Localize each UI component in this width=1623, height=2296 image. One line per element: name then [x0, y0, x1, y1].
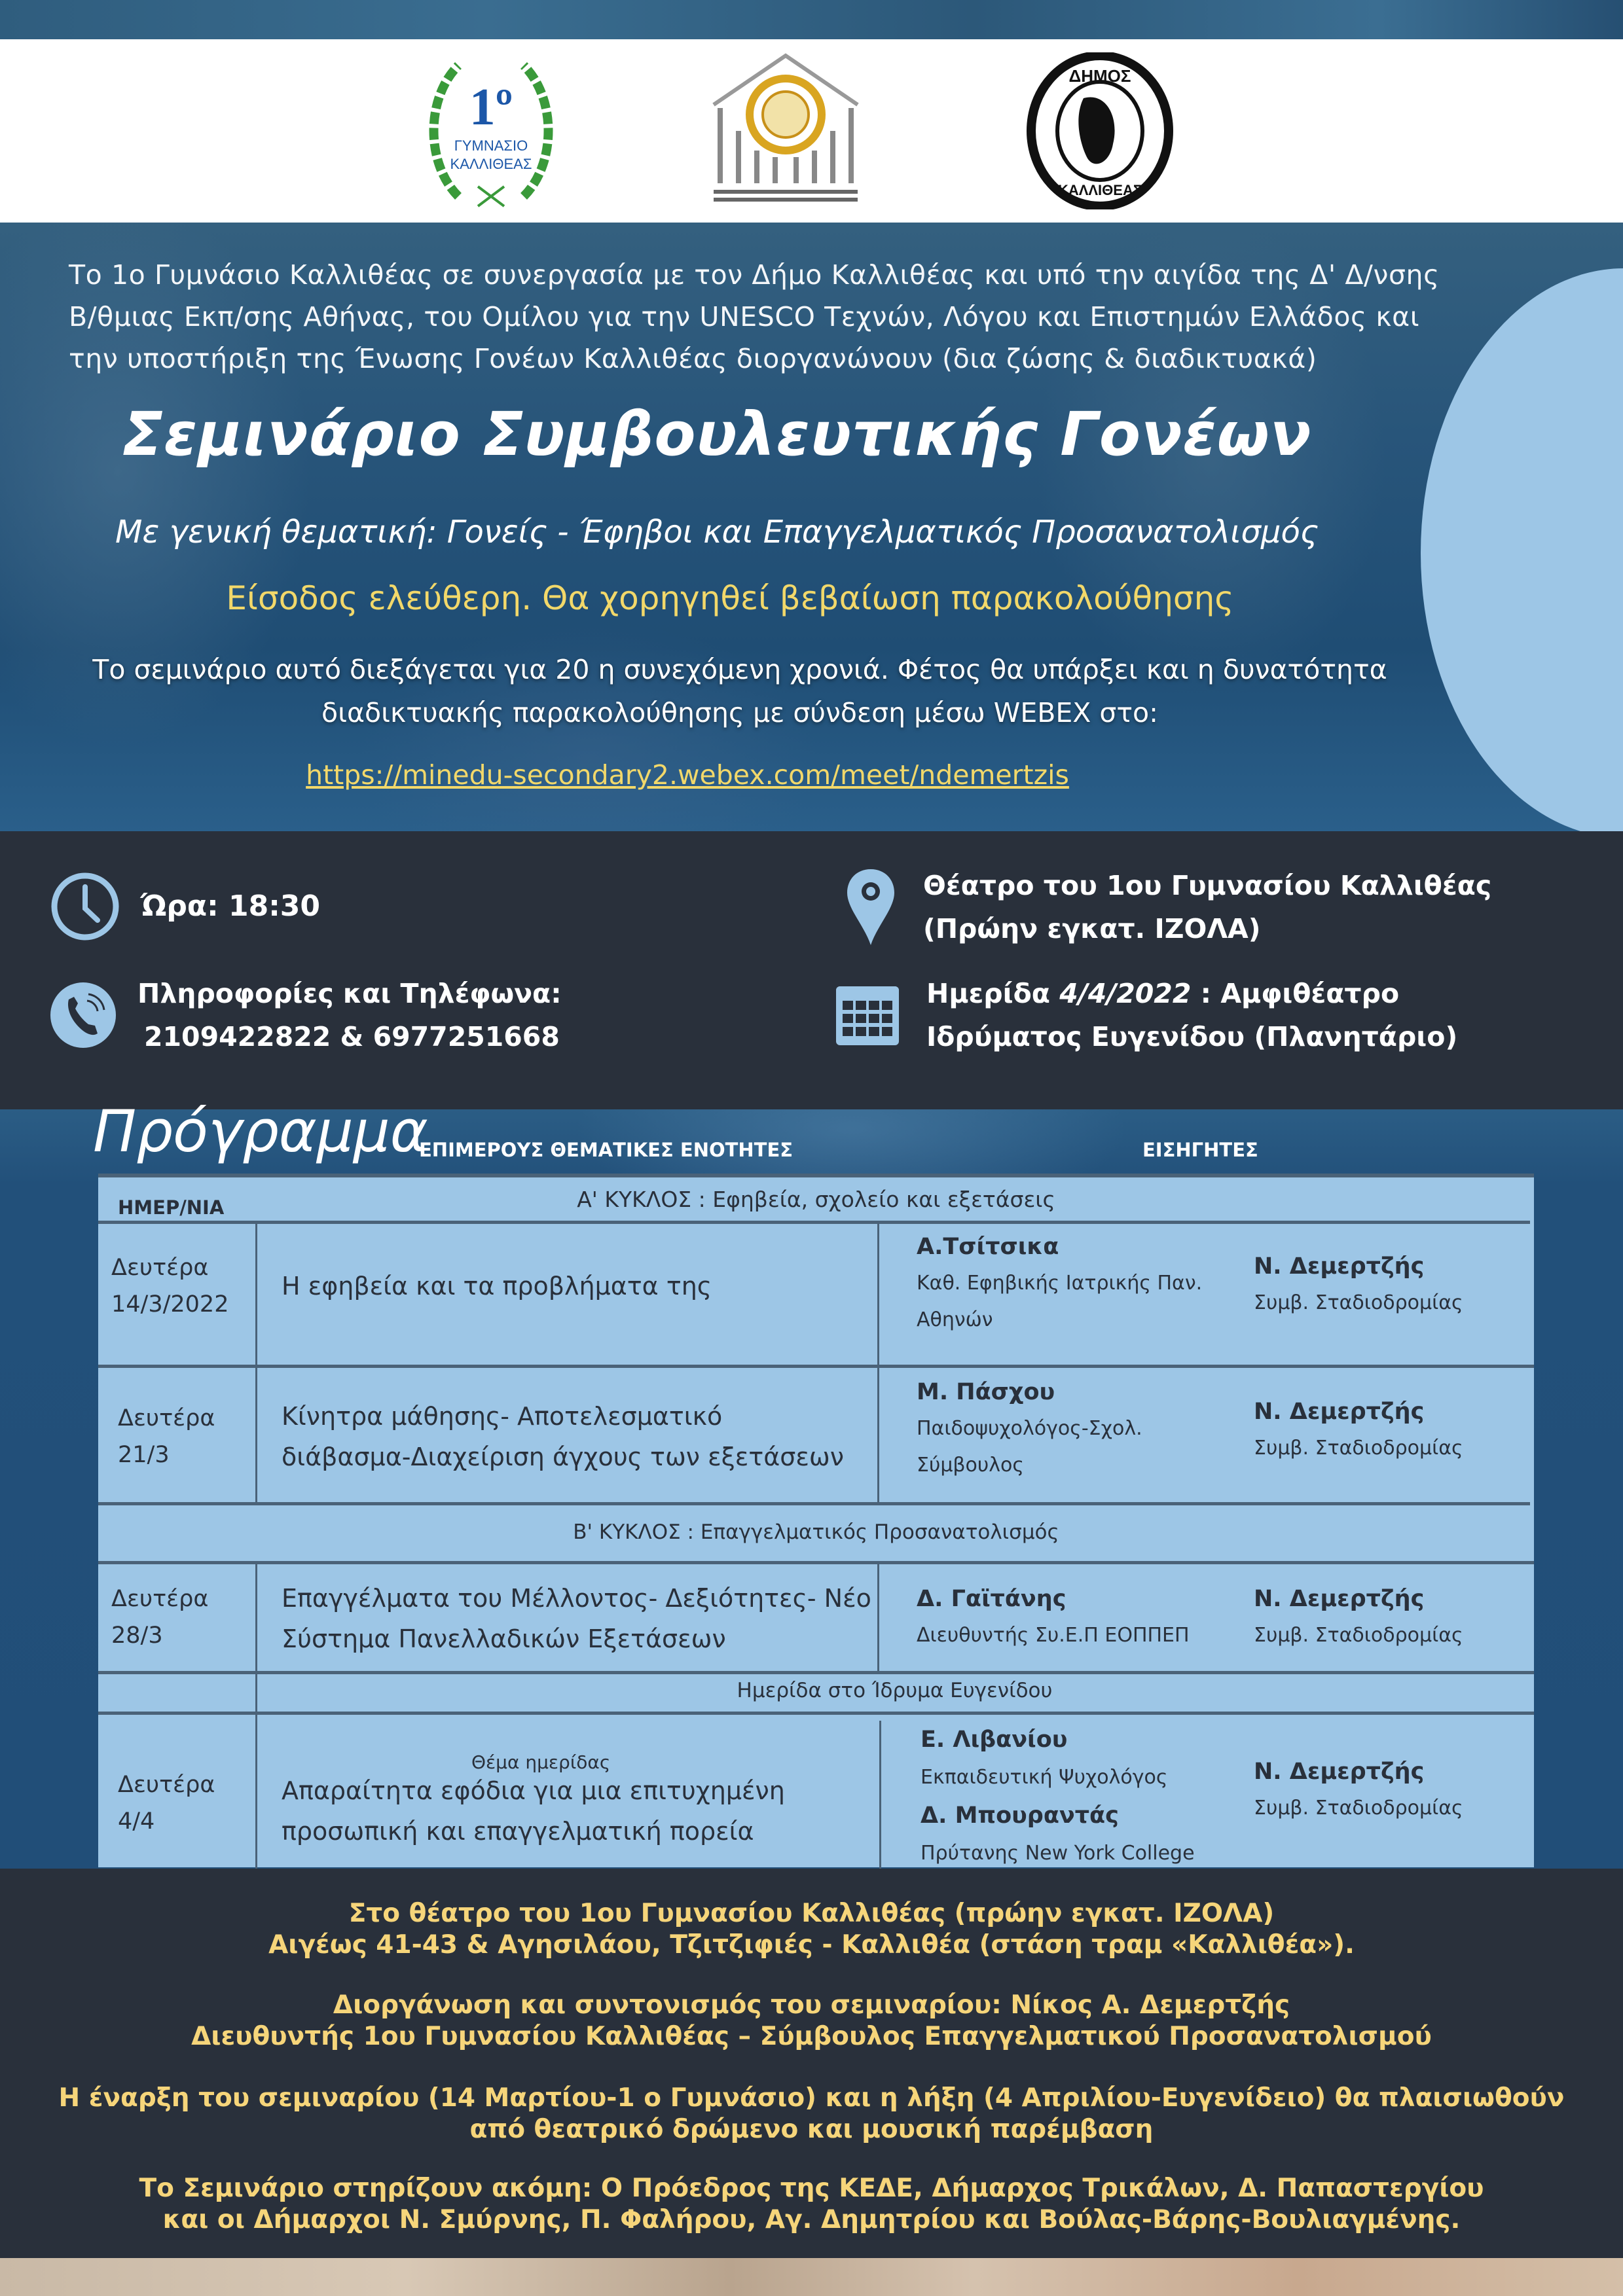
location-pin-icon [845, 868, 897, 946]
venue-line2: (Πρώην εγκατ. ΙΖΟΛΑ) [923, 913, 1261, 944]
footer-line: Αιγέως 41-43 & Αγησιλάου, Τζιτζιφιές - Καλλιθέα (στάση τραμ «Καλλιθέα»). [268, 1930, 1355, 1960]
cycle-a-header: Α' ΚΥΚΛΟΣ : Εφηβεία, σχολείο και εξετάσεις [577, 1187, 1055, 1212]
divider [877, 1561, 879, 1671]
online-attendance-text [0, 648, 1480, 734]
footer-line: Η έναρξη του σεμιναρίου (14 Μαρτίου-1 ο Γυμνάσιο) και η λήξη (4 Απριλίου-Ευγενίδειο) θα πλαισιωθούν [58, 2083, 1565, 2113]
divider [98, 1502, 1530, 1505]
divider [98, 1671, 1534, 1674]
speaker-name: Μ. Πάσχου [917, 1379, 1055, 1405]
footer-organizer [0, 1990, 1623, 2053]
footer-line: από θεατρικό δρώμενο και μουσική παρέμβαση [469, 2115, 1154, 2144]
speaker-role: Παιδοψυχολόγος-Σχολ. [917, 1417, 1142, 1440]
speaker-role: Σύμβουλος [917, 1454, 1024, 1477]
column-header-speakers: ΕΙΣΗΓΗΤΕΣ [1142, 1139, 1258, 1161]
intro-paragraph [69, 254, 1575, 380]
host-role: Συμβ. Σταδιοδρομίας [1254, 1624, 1463, 1647]
online-line: διαδικτυακής παρακολούθησης με σύνδεση μέσω WEBEX στο: [321, 697, 1158, 728]
footer-venue-address [0, 1898, 1623, 1961]
table-row-3-topic [282, 1578, 871, 1659]
divider [877, 1221, 879, 1365]
speaker-role: Πρύτανης New York College [921, 1842, 1195, 1865]
cycle-b-header: Β' ΚΥΚΛΟΣ : Επαγγελματικός Προσανατολισμός [573, 1520, 1059, 1544]
phone-label: Πληροφορίες και Τηλέφωνα: [137, 978, 562, 1009]
table-row-1-topic [282, 1268, 712, 1304]
host-name: Ν. Δεμερτζής [1254, 1399, 1425, 1425]
divider [255, 1365, 257, 1502]
time-text: Ώρα: 18:30 [141, 889, 321, 923]
eugenides-header: Ημερίδα στο Ίδρυμα Ευγενίδου [737, 1679, 1053, 1702]
online-line: Το σεμινάριο αυτό διεξάγεται για 20 η συνεχόμενη χρονιά. Φέτος θα υπάρξει και η δυνατότητα [92, 654, 1387, 685]
logo-bar [0, 39, 1623, 223]
row-date: 4/4 [118, 1808, 155, 1835]
topic-line: προσωπική και επαγγελματική πορεία [282, 1817, 754, 1846]
row-day: Δευτέρα [118, 1772, 215, 1798]
phone-numbers[interactable]: 2109422822 & 6977251668 [144, 1021, 560, 1052]
speaker-name: Ε. Λιβανίου [921, 1727, 1068, 1753]
divider [255, 1221, 257, 1365]
seminar-subtitle: Με γενική θεματική: Γονείς - Έφηβοι και Επαγγελματικός Προσανατολισμός [115, 514, 1319, 550]
table-row-2-topic [282, 1396, 844, 1477]
host-role: Συμβ. Σταδιοδρομίας [1254, 1797, 1463, 1820]
table-row-2-date [118, 1400, 215, 1473]
school-logo-line2: ΚΑΛΛΙΘΕΑΣ [450, 156, 532, 172]
one-day-event-line1 [926, 972, 1457, 1015]
day-suffix: : Αμφιθέατρο [1191, 978, 1400, 1009]
one-day-event-info [835, 972, 1457, 1058]
speaker-role: Αθηνών [917, 1308, 993, 1331]
clock-icon [49, 870, 121, 942]
row-day: Δευτέρα [118, 1405, 215, 1431]
seminar-title: Σεμινάριο Συμβουλευτικής Γονέων [122, 399, 1312, 469]
footer-supporters [0, 2173, 1623, 2236]
table-row-1-date [111, 1249, 228, 1323]
program-section [0, 1098, 1623, 1869]
row-day: Δευτέρα [111, 1255, 209, 1281]
calendar-icon [835, 982, 900, 1048]
table-row-1-host [1254, 1248, 1463, 1321]
topic-line: διάβασμα-Διαχείριση άγχους των εξετάσεων [282, 1443, 844, 1471]
table-row-4-host [1254, 1753, 1463, 1827]
host-role: Συμβ. Σταδιοδρομίας [1254, 1437, 1463, 1460]
footer-line: Διοργάνωση και συντονισμός του σεμιναρίου: Νίκος Α. Δεμερτζής [333, 1990, 1290, 2020]
topic-line: Επαγγέλματα του Μέλλοντος- Δεξιότητες- Νέο [282, 1584, 871, 1613]
school-logo [412, 52, 570, 209]
table-row-4-date [118, 1767, 215, 1840]
footer-line: Διευθυντής 1ου Γυμνασίου Καλλιθέας – Σύμβουλος Επαγγελματικού Προσανατολισμού [191, 2022, 1432, 2051]
phone-icon [49, 981, 118, 1050]
one-day-event-text [926, 972, 1457, 1058]
topic-line: Απαραίτητα εφόδια για μια επιτυχημένη [282, 1776, 785, 1805]
table-row-2-host [1254, 1393, 1463, 1467]
speaker-role: Καθ. Εφηβικής Ιατρικής Παν. [917, 1272, 1203, 1295]
topic-line: Σύστημα Πανελλαδικών Εξετάσεων [282, 1624, 726, 1653]
top-photo-strip [0, 0, 1623, 39]
dimos-logo-bottom: ΚΑΛΛΙΘΕΑΣ [1057, 182, 1142, 198]
time-info [49, 870, 320, 942]
footer-line: Στο θέατρο του 1ου Γυμνασίου Καλλιθέας (πρώην εγκατ. ΙΖΟΛΑ) [348, 1899, 1275, 1928]
intro-line: Το 1ο Γυμνάσιο Καλλιθέας σε συνεργασία με τον Δήμο Καλλιθέας και υπό την αιγίδα της Δ' Δ/νσης [69, 259, 1440, 291]
divider [98, 1365, 1534, 1368]
speaker-name: Δ. Μπουραντάς [921, 1803, 1119, 1829]
divider [98, 1221, 1530, 1224]
host-role: Συμβ. Σταδιοδρομίας [1254, 1291, 1463, 1314]
column-header-date: ΗΜΕΡ/ΝΙΑ [118, 1196, 225, 1219]
table-row-4-topic-label: Θέμα ημερίδας [471, 1751, 611, 1773]
divider [877, 1365, 879, 1502]
host-name: Ν. Δεμερτζής [1254, 1253, 1425, 1280]
unesco-logo [687, 52, 884, 209]
program-table [98, 1174, 1534, 1867]
venue-line1: Θέατρο του 1ου Γυμνασίου Καλλιθέας [923, 870, 1492, 901]
table-row-4-topic [282, 1770, 785, 1852]
program-title: Πρόγραμμα [93, 1098, 428, 1165]
day-prefix: Ημερίδα [926, 978, 1060, 1009]
table-row-3-host [1254, 1581, 1463, 1654]
school-logo-numeral: 1º [469, 79, 513, 136]
info-band [0, 831, 1623, 1109]
table-row-3-date [111, 1581, 208, 1654]
row-date: 21/3 [118, 1442, 170, 1468]
hero-section [0, 223, 1623, 831]
webex-link[interactable]: https://minedu-secondary2.webex.com/meet/ndemertzis [306, 759, 1069, 791]
divider [98, 1561, 1534, 1564]
venue-info [845, 864, 1491, 950]
row-date: 14/3/2022 [111, 1291, 229, 1318]
footer-line: και οι Δήμαρχοι Ν. Σμύρνης, Π. Φαλήρου, Αγ. Δημητρίου και Βούλας-Βάρης-Βουλιαγμένης. [162, 2205, 1461, 2234]
host-name: Ν. Δεμερτζής [1254, 1759, 1425, 1785]
column-header-topics: ΕΠΙΜΕΡΟΥΣ ΘΕΜΑΤΙΚΕΣ ΕΝΟΤΗΤΕΣ [419, 1139, 793, 1161]
speaker-role: Εκπαιδευτική Ψυχολόγος [921, 1766, 1168, 1789]
divider [879, 1721, 881, 1871]
divider [98, 1712, 1534, 1715]
phone-info [49, 972, 562, 1058]
speaker-role: Διευθυντής Συ.Ε.Π ΕΟΠΠΕΠ [917, 1624, 1190, 1647]
dimos-kallitheas-logo [1021, 52, 1178, 209]
table-row-4-speakers [921, 1721, 1195, 1873]
speaker-name: Α.Τσίτσικα [917, 1234, 1059, 1260]
day-date: 4/4/2022 [1059, 978, 1192, 1009]
phone-text [137, 972, 562, 1058]
dimos-logo-top: ΔΗΜΟΣ [1068, 66, 1131, 86]
speaker-name: Δ. Γαϊτάνης [917, 1586, 1067, 1612]
free-entry-notice: Είσοδος ελεύθερη. Θα χορηγηθεί βεβαίωση παρακολούθησης [226, 579, 1234, 617]
footer-line: Το Σεμινάριο στηρίζουν ακόμη: Ο Πρόεδρος της ΚΕΔΕ, Δήμαρχος Τρικάλων, Δ. Παπαστεργίου [139, 2174, 1484, 2203]
host-name: Ν. Δεμερτζής [1254, 1586, 1425, 1612]
venue-text [923, 864, 1491, 950]
table-row-1-speaker [917, 1229, 1202, 1338]
topic-line: Κίνητρα μάθησης- Αποτελεσματικό [282, 1402, 723, 1431]
intro-line: Β/θμιας Εκπ/σης Αθήνας, του Ομίλου για την UNESCO Τεχνών, Λόγου και Επιστημών Ελλάδος και [69, 301, 1420, 332]
topic-line: Η εφηβεία και τα προβλήματα της [282, 1272, 712, 1300]
table-row-2-speaker [917, 1374, 1142, 1484]
row-date: 28/3 [111, 1623, 163, 1649]
intro-line: την υποστήριξη της Ένωσης Γονέων Καλλιθέας διοργανώνουν (δια ζώσης & διαδικτυακά) [69, 343, 1317, 374]
school-logo-line1: ΓΥΜΝΑΣΙΟ [454, 137, 528, 154]
row-day: Δευτέρα [111, 1586, 209, 1612]
bottom-photo-strip [0, 2258, 1623, 2296]
footer-opening-closing [0, 2083, 1623, 2145]
table-row-3-speaker [917, 1581, 1190, 1654]
footer [0, 1869, 1623, 2258]
one-day-event-line2: Ιδρύματος Ευγενίδου (Πλανητάριο) [926, 1021, 1458, 1052]
